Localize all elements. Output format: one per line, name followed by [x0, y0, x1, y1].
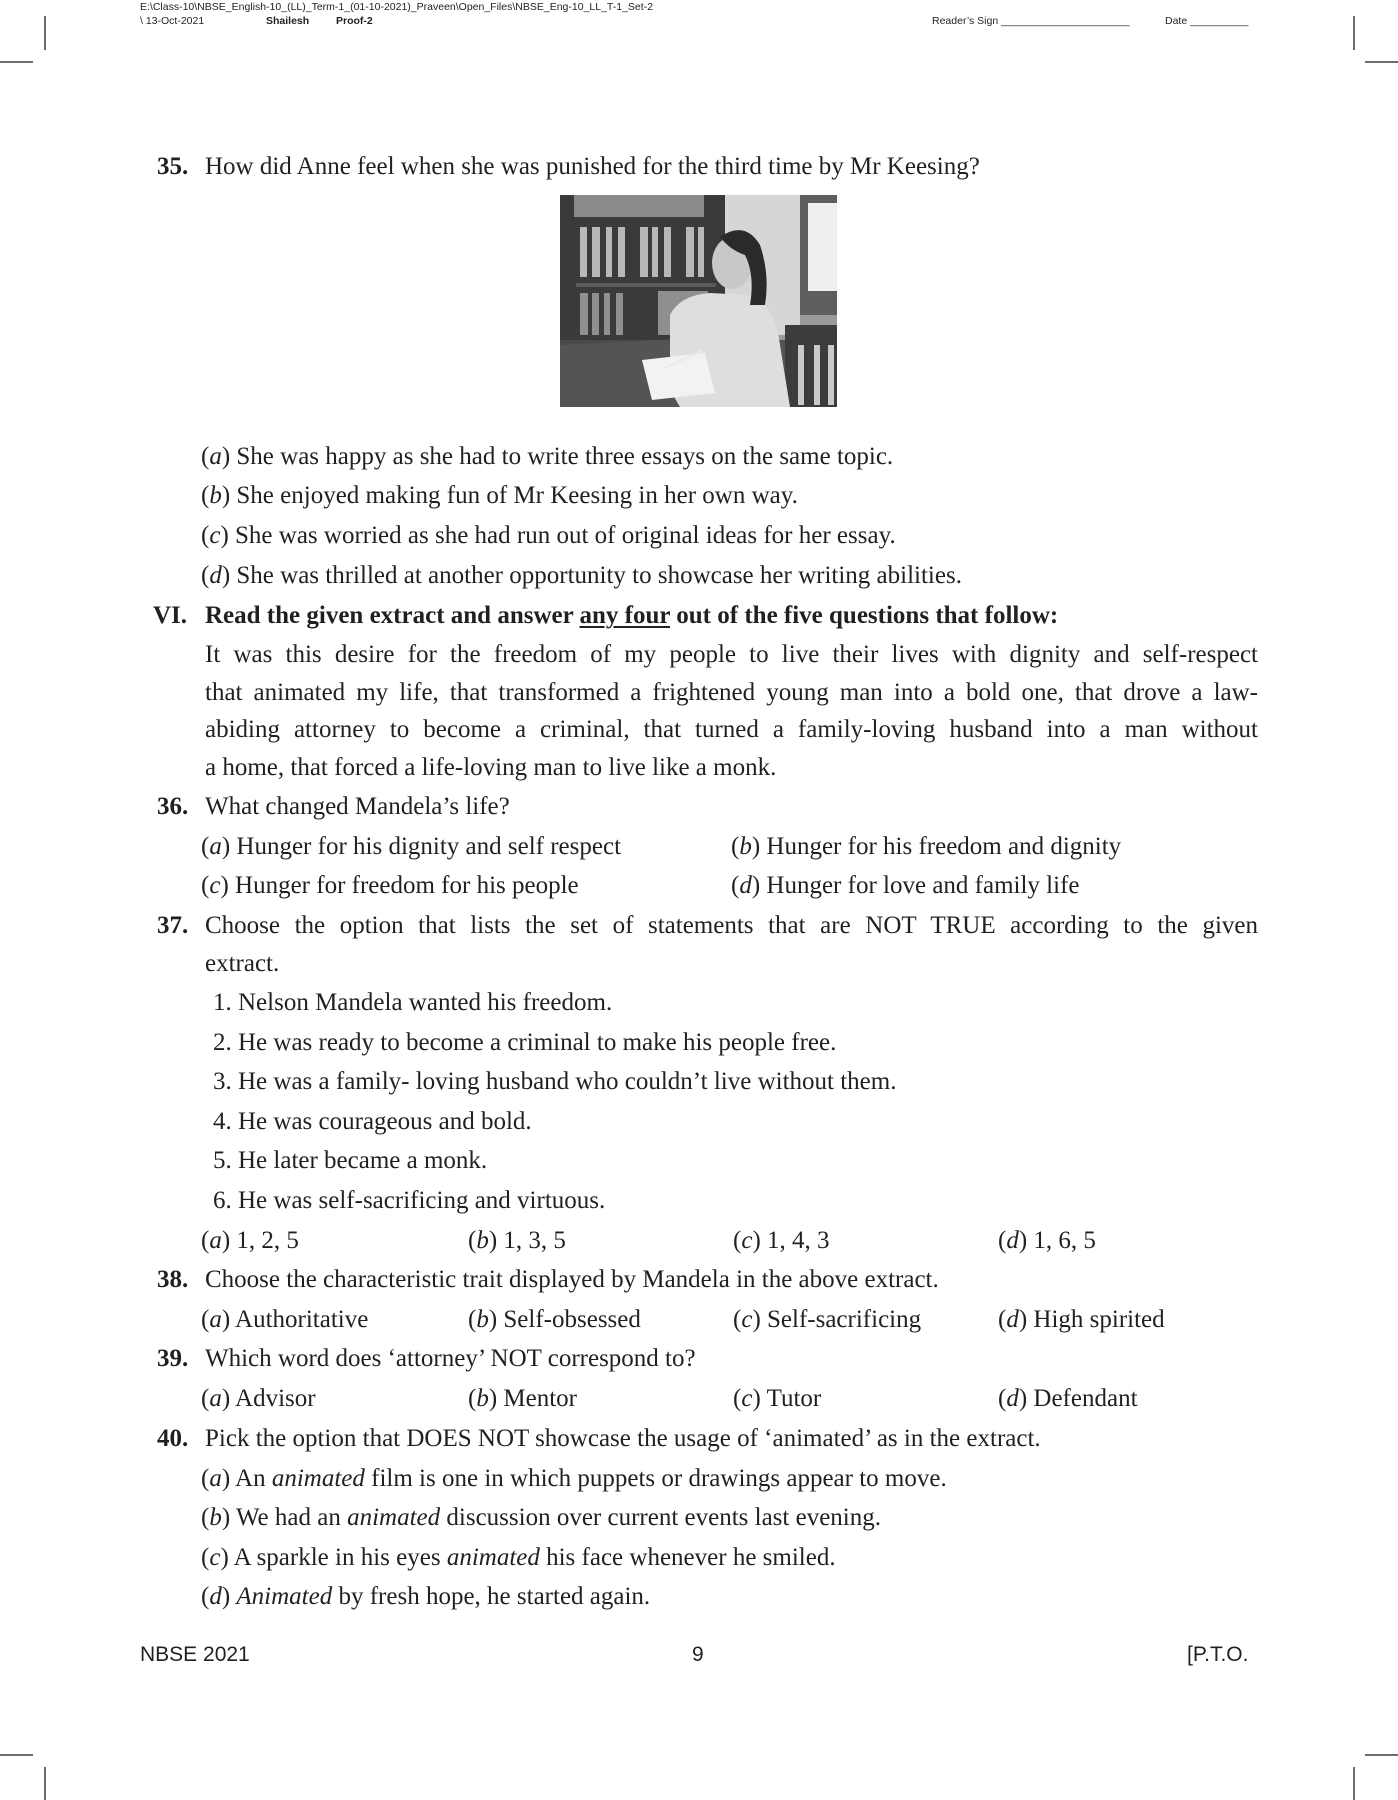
q36-option-c: (c) Hunger for freedom for his people: [201, 872, 579, 899]
q37-statement-3: 3. He was a family- loving husband who couldn’t live without them.: [213, 1068, 897, 1095]
footer-pto: [P.T.O.: [1187, 1643, 1249, 1666]
q35-option-c: (c) She was worried as she had run out of original ideas for her essay.: [201, 522, 896, 549]
q39-option-d: (d) Defendant: [998, 1385, 1138, 1412]
print-file-path: E:\Class-10\NBSE_English-10_(LL)_Term-1_(01-10-2021)_Praveen\Open_Files\NBSE_Eng-10_LL_T-1_Set-2: [140, 1, 654, 13]
crop-mark-tr-h: [1365, 61, 1398, 63]
q38-option-c: (c) Self-sacrificing: [733, 1306, 922, 1333]
instruction-emphasis: any four: [579, 602, 671, 629]
crop-mark-tr-v: [1353, 16, 1355, 50]
crop-mark-tl-v: [44, 16, 46, 50]
crop-mark-br-v: [1353, 1767, 1355, 1800]
q37-statement-2: 2. He was ready to become a criminal to make his people free.: [213, 1029, 837, 1056]
q38-option-d: (d) High spirited: [998, 1306, 1165, 1333]
question-number-39: 39.: [157, 1345, 189, 1372]
crop-mark-bl-v: [44, 1767, 46, 1800]
q40-option-d: (d) Animated by fresh hope, he started again.: [201, 1583, 651, 1610]
q38-option-a: (a) Authoritative: [201, 1306, 369, 1333]
q37-option-a: (a) 1, 2, 5: [201, 1227, 299, 1254]
anne-frank-photo: [560, 195, 837, 407]
question-39-text: Which word does ‘attorney’ NOT correspond to?: [205, 1345, 696, 1372]
crop-mark-tl-h: [0, 61, 33, 63]
q39-option-c: (c) Tutor: [733, 1385, 822, 1412]
photo-illustration: [560, 195, 837, 407]
question-number-36: 36.: [157, 793, 189, 820]
q35-option-b: (b) She enjoyed making fun of Mr Keesing in her own way.: [201, 482, 798, 509]
print-date: \ 13-Oct-2021: [140, 15, 205, 27]
section-number-vi: VI.: [153, 602, 188, 629]
q40-option-c: (c) A sparkle in his eyes animated his face whenever he smiled.: [201, 1544, 836, 1571]
footer-board-year: NBSE 2021: [140, 1643, 250, 1666]
q37-statement-5: 5. He later became a monk.: [213, 1147, 488, 1174]
q37-statement-6: 6. He was self-sacrificing and virtuous.: [213, 1187, 606, 1214]
question-number-38: 38.: [157, 1266, 189, 1293]
q37-option-d: (d) 1, 6, 5: [998, 1227, 1096, 1254]
question-number-35: 35.: [157, 153, 189, 180]
date-field: Date __________: [1165, 15, 1249, 27]
q36-option-d: (d) Hunger for love and family life: [731, 872, 1080, 899]
question-37-text-line-1: Choose the option that lists the set of statements that are NOT TRUE according to the given: [205, 912, 1258, 939]
q40-option-a: (a) An animated film is one in which puppets or drawings appear to move.: [201, 1465, 947, 1492]
q40-option-b: (b) We had an animated discussion over current events last evening.: [201, 1504, 881, 1531]
q35-option-a: (a) She was happy as she had to write three essays on the same topic.: [201, 443, 894, 470]
question-number-40: 40.: [157, 1425, 189, 1452]
extract-line-1: It was this desire for the freedom of my people to live their lives with dignity and self-respect: [205, 641, 1258, 668]
question-36-text: What changed Mandela’s life?: [205, 793, 510, 820]
q36-option-a: (a) Hunger for his dignity and self respect: [201, 833, 622, 860]
q37-statement-1: 1. Nelson Mandela wanted his freedom.: [213, 989, 613, 1016]
extract-line-4: a home, that forced a life-loving man to live like a monk.: [205, 754, 777, 781]
extract-line-2: that animated my life, that transformed a frightened young man into a bold one, that drove a law-: [205, 679, 1258, 706]
question-40-text: Pick the option that DOES NOT showcase the usage of ‘animated’ as in the extract.: [205, 1425, 1041, 1452]
question-number-37: 37.: [157, 912, 189, 939]
question-38-text: Choose the characteristic trait displayed by Mandela in the above extract.: [205, 1266, 939, 1293]
print-proof: Proof-2: [336, 15, 373, 27]
crop-mark-bl-h: [0, 1754, 33, 1756]
crop-mark-br-h: [1365, 1754, 1398, 1756]
q35-option-d: (d) She was thrilled at another opportunity to showcase her writing abilities.: [201, 562, 962, 589]
q37-option-c: (c) 1, 4, 3: [733, 1227, 830, 1254]
print-operator: Shailesh: [266, 15, 310, 27]
q36-option-b: (b) Hunger for his freedom and dignity: [731, 833, 1122, 860]
q39-option-b: (b) Mentor: [468, 1385, 578, 1412]
section-vi-instruction: Read the given extract and answer any four out of the five questions that follow:: [205, 602, 1059, 629]
readers-sign-field: Reader’s Sign ______________________: [932, 15, 1130, 27]
q37-statement-4: 4. He was courageous and bold.: [213, 1108, 532, 1135]
question-37-text-line-2: extract.: [205, 950, 280, 977]
q39-option-a: (a) Advisor: [201, 1385, 316, 1412]
q37-option-b: (b) 1, 3, 5: [468, 1227, 566, 1254]
q38-option-b: (b) Self-obsessed: [468, 1306, 641, 1333]
extract-line-3: abiding attorney to become a criminal, that turned a family-loving husband into a man without: [205, 716, 1258, 743]
question-35-text: How did Anne feel when she was punished for the third time by Mr Keesing?: [205, 153, 980, 180]
footer-page-number: 9: [692, 1643, 704, 1666]
